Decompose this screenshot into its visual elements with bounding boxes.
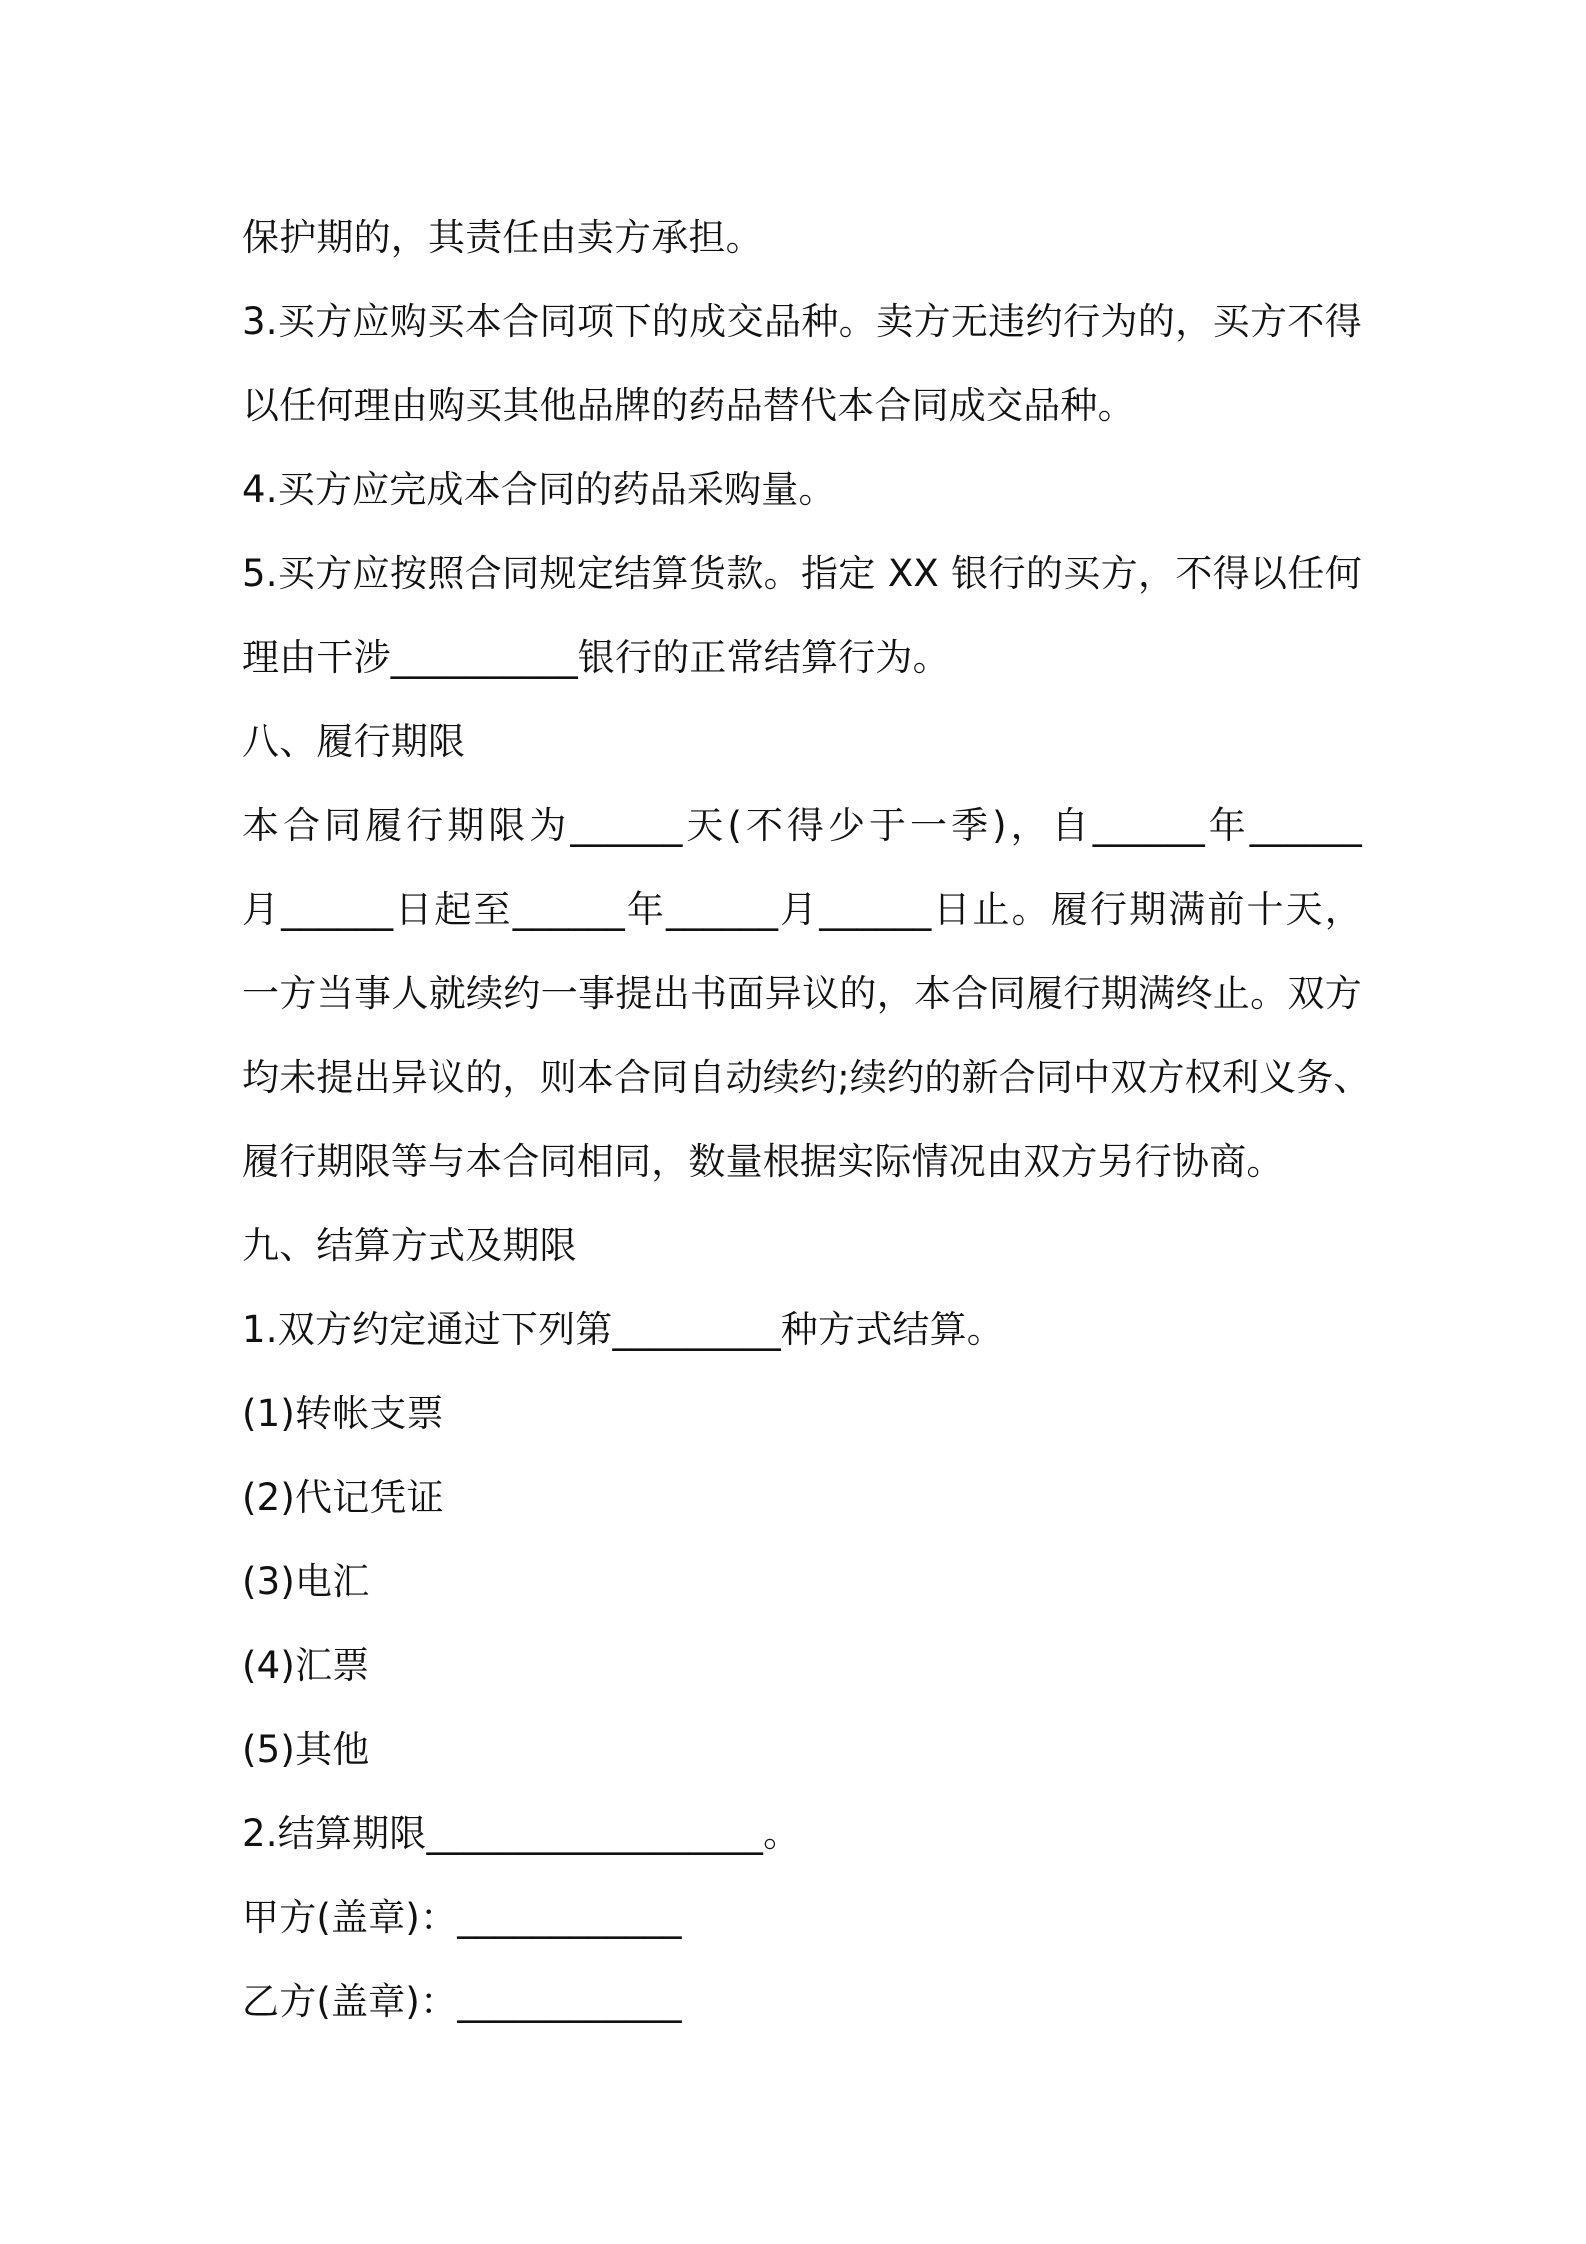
- paragraph-line: 本合同履行期限为______天(不得少于一季)，自______年______: [242, 804, 1362, 847]
- paragraph-line: 理由干涉__________银行的正常结算行为。: [242, 636, 950, 679]
- section-heading: 八、履行期限: [242, 720, 466, 763]
- list-item: (3)电汇: [242, 1560, 370, 1603]
- signature-line: 甲方(盖章)：____________: [242, 1896, 682, 1939]
- paragraph-line: 月______日起至______年______月______日止。履行期满前十天，: [242, 888, 1362, 931]
- list-item: (2)代记凭证: [242, 1476, 444, 1519]
- paragraph-line: 一方当事人就续约一事提出书面异议的，本合同履行期满终止。双方: [242, 972, 1362, 1015]
- signature-line: 乙方(盖章)：____________: [242, 1980, 682, 2023]
- paragraph-line: 3.买方应购买本合同项下的成交品种。卖方无违约行为的，买方不得: [242, 300, 1362, 343]
- list-item: (4)汇票: [242, 1644, 370, 1687]
- list-item: (1)转帐支票: [242, 1392, 444, 1435]
- paragraph-line: 1.双方约定通过下列第_________种方式结算。: [242, 1308, 1005, 1351]
- paragraph-line: 履行期限等与本合同相同，数量根据实际情况由双方另行协商。: [242, 1140, 1284, 1183]
- section-heading: 九、结算方式及期限: [242, 1224, 577, 1267]
- paragraph-line: 2.结算期限__________________。: [242, 1812, 801, 1855]
- list-item: (5)其他: [242, 1728, 370, 1771]
- paragraph-line: 5.买方应按照合同规定结算货款。指定 XX 银行的买方，不得以任何: [242, 552, 1362, 595]
- paragraph-line: 4.买方应完成本合同的药品采购量。: [242, 468, 836, 511]
- paragraph-line: 以任何理由购买其他品牌的药品替代本合同成交品种。: [242, 384, 1135, 427]
- paragraph-line: 保护期的，其责任由卖方承担。: [242, 216, 763, 259]
- document-body: [242, 196, 1371, 2044]
- paragraph-line: 均未提出异议的，则本合同自动续约;续约的新合同中双方权利义务、: [242, 1056, 1371, 1099]
